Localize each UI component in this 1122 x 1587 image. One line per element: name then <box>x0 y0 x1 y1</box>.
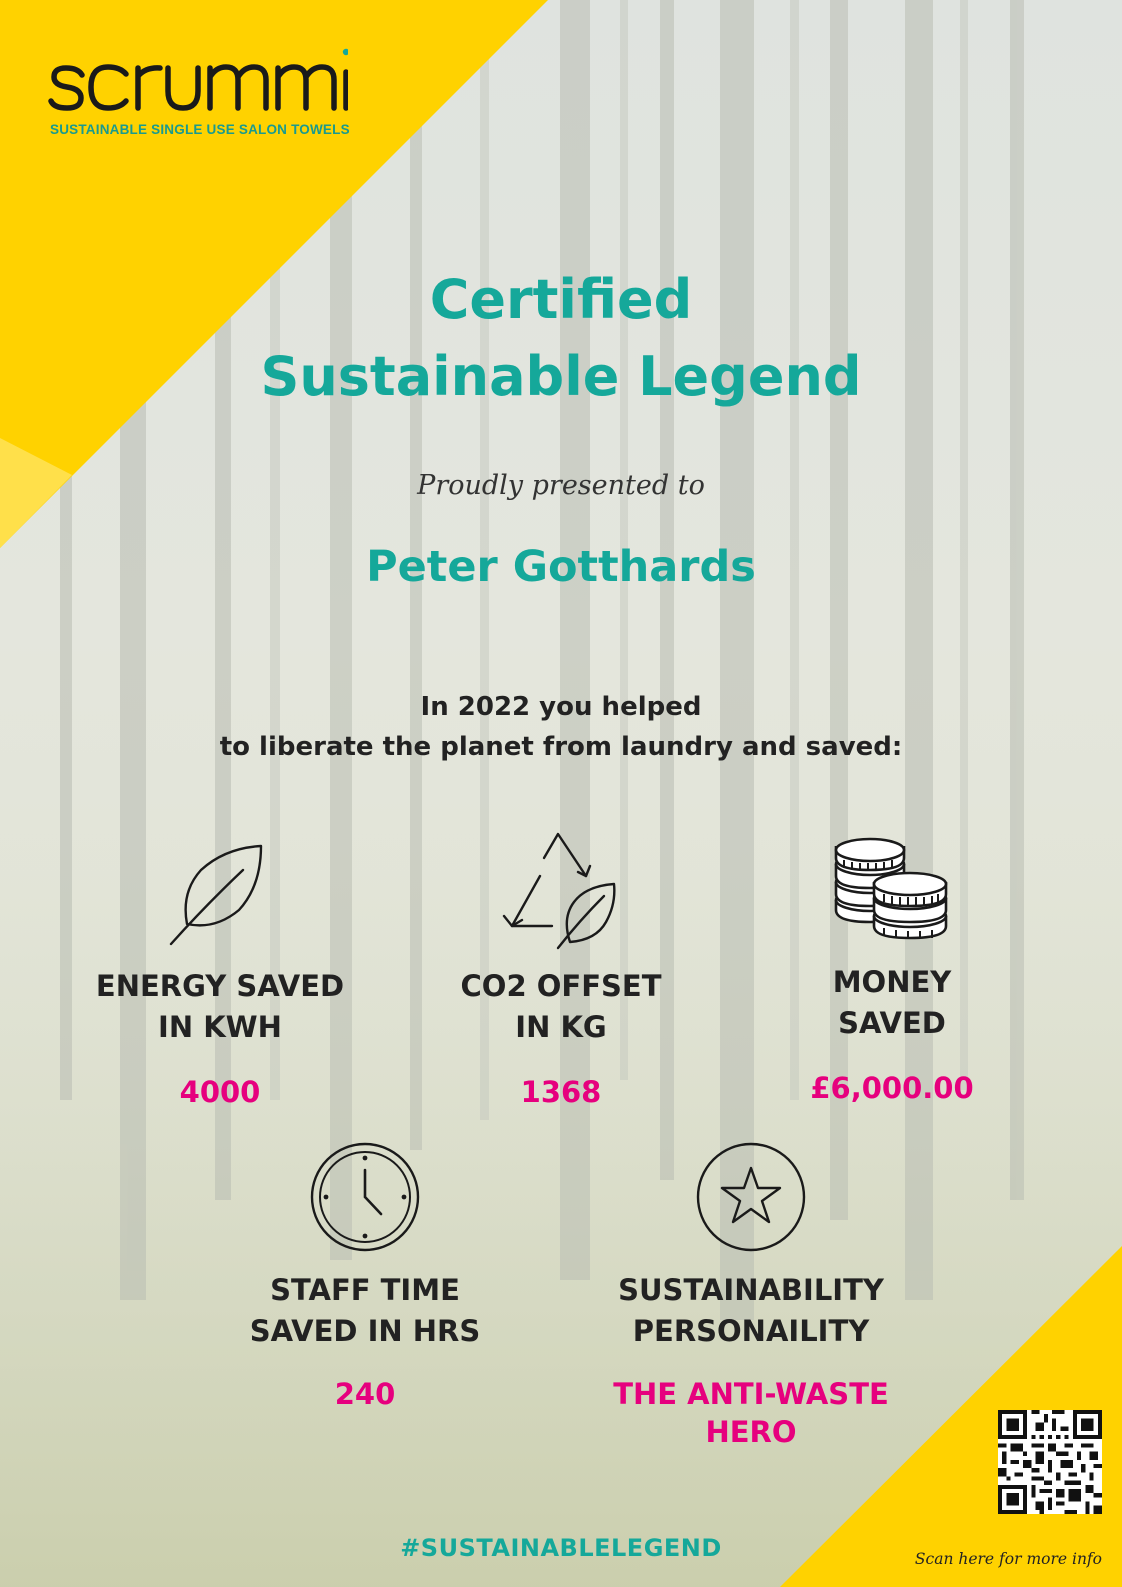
stat-label-line-1: ENERGY SAVED <box>95 969 345 1003</box>
presented-label: Proudly presented to <box>417 470 705 501</box>
clock-icon <box>308 1140 422 1254</box>
stat-label-line-2: SAVED IN HRS <box>249 1314 481 1349</box>
intro-line-1: In 2022 you helped <box>420 692 702 722</box>
stat-value-line-2: HERO <box>705 1415 797 1450</box>
stat-value: 1368 <box>520 1075 602 1110</box>
stat-value <box>586 1376 916 1451</box>
title-line-1: Certified <box>429 268 693 331</box>
stat-label-line-1: MONEY <box>832 965 952 999</box>
coins-icon <box>830 836 954 946</box>
stat-staff-time <box>200 1140 530 1414</box>
stat-value: £6,000.00 <box>810 1071 974 1106</box>
stat-value: 240 <box>334 1377 396 1412</box>
title-line-2: Sustainable Legend <box>260 344 862 408</box>
stat-label-line-1: STAFF TIME <box>270 1273 460 1307</box>
stat-label-line-2: PERSONAILITY <box>632 1314 870 1349</box>
intro-text <box>0 688 1122 767</box>
certificate-title <box>0 262 1122 415</box>
stat-label-line-1: CO2 OFFSET <box>460 969 662 1003</box>
logo-tagline: SUSTAINABLE SINGLE USE SALON TOWELS <box>50 122 350 137</box>
scrummi-logo <box>48 46 350 137</box>
stat-sustainability-personality <box>586 1140 916 1452</box>
recipient-name: Peter Gotthards <box>366 542 756 592</box>
logo-wordmark <box>48 46 348 118</box>
leaf-icon <box>165 840 275 950</box>
stat-energy-saved <box>55 840 385 1112</box>
intro-line-2: to liberate the planet from laundry and saved: <box>219 731 903 762</box>
recycle-leaf-icon <box>500 828 622 950</box>
stat-label-line-2: SAVED <box>838 1006 946 1041</box>
stat-value-line-1: THE ANTI-WASTE <box>613 1377 889 1412</box>
stat-value: 4000 <box>179 1075 261 1110</box>
scan-info-text: Scan here for more info <box>914 1550 1102 1568</box>
stat-co2-offset <box>396 828 726 1112</box>
star-icon <box>694 1140 808 1254</box>
stat-label-line-2: IN KG <box>515 1010 607 1045</box>
stat-money-saved <box>727 836 1057 1108</box>
hashtag: #SUSTAINABLELEGEND <box>400 1534 722 1562</box>
stat-label-line-2: IN KWH <box>158 1010 282 1045</box>
stat-label-line-1: SUSTAINABILITY <box>618 1273 884 1307</box>
qr-code-icon[interactable] <box>998 1410 1102 1514</box>
